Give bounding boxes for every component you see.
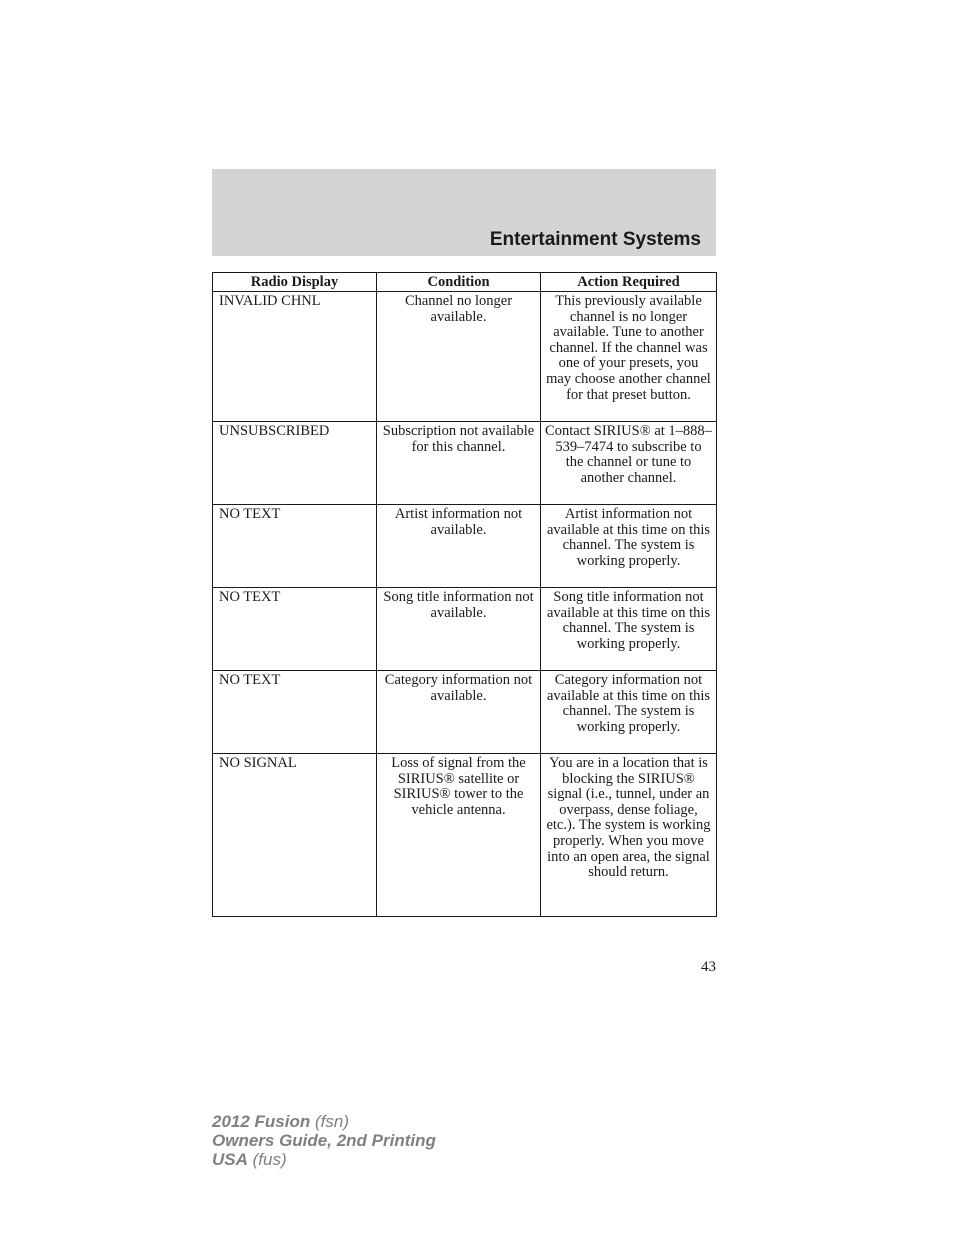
cell-action-required: This previously available channel is no longer available. Tune to another channel. If the channel was one of your presets, you may choose another channel for that preset button. xyxy=(541,292,717,422)
footer-model: 2012 Fusion xyxy=(212,1112,311,1131)
column-header-action-required: Action Required xyxy=(541,273,717,292)
footer-region: USA xyxy=(212,1150,248,1169)
cell-condition: Loss of signal from the SIRIUS® satellite or SIRIUS® tower to the vehicle antenna. xyxy=(377,754,541,917)
cell-condition: Subscription not available for this channel. xyxy=(377,422,541,505)
section-title: Entertainment Systems xyxy=(489,229,701,250)
table-row xyxy=(213,671,717,754)
page-number: 43 xyxy=(701,959,716,975)
cell-radio-display: NO TEXT xyxy=(213,671,377,754)
footer-guide: Owners Guide, 2nd Printing xyxy=(212,1131,436,1150)
cell-condition: Song title information not available. xyxy=(377,588,541,671)
table-row xyxy=(213,422,717,505)
footer-imprint xyxy=(212,1112,436,1169)
footer-model-code: (fsn) xyxy=(315,1112,349,1131)
cell-action-required: You are in a location that is blocking the SIRIUS® signal (i.e., tunnel, under an overpass, dense foliage, etc.). The system is working properly. When you move into an open area, the signal should return. xyxy=(541,754,717,917)
cell-radio-display: INVALID CHNL xyxy=(213,292,377,422)
footer-line-model xyxy=(212,1112,436,1131)
cell-radio-display: UNSUBSCRIBED xyxy=(213,422,377,505)
radio-display-table xyxy=(212,272,717,917)
cell-radio-display: NO TEXT xyxy=(213,588,377,671)
cell-condition: Category information not available. xyxy=(377,671,541,754)
column-header-radio-display: Radio Display xyxy=(213,273,377,292)
cell-action-required: Artist information not available at this time on this channel. The system is working properly. xyxy=(541,505,717,588)
cell-condition: Artist information not available. xyxy=(377,505,541,588)
column-header-condition: Condition xyxy=(377,273,541,292)
table-row xyxy=(213,754,717,917)
cell-action-required: Song title information not available at this time on this channel. The system is working properly. xyxy=(541,588,717,671)
footer-line-region xyxy=(212,1150,436,1169)
section-header-band xyxy=(212,169,716,256)
cell-action-required: Category information not available at this time on this channel. The system is working properly. xyxy=(541,671,717,754)
footer-line-guide xyxy=(212,1131,436,1150)
cell-radio-display: NO SIGNAL xyxy=(213,754,377,917)
cell-condition: Channel no longer available. xyxy=(377,292,541,422)
table-header-row xyxy=(213,273,717,292)
cell-radio-display: NO TEXT xyxy=(213,505,377,588)
table-row xyxy=(213,588,717,671)
table-row xyxy=(213,505,717,588)
footer-region-code: (fus) xyxy=(252,1150,287,1169)
table-row xyxy=(213,292,717,422)
cell-action-required: Contact SIRIUS® at 1–888–539–7474 to subscribe to the channel or tune to another channel. xyxy=(541,422,717,505)
